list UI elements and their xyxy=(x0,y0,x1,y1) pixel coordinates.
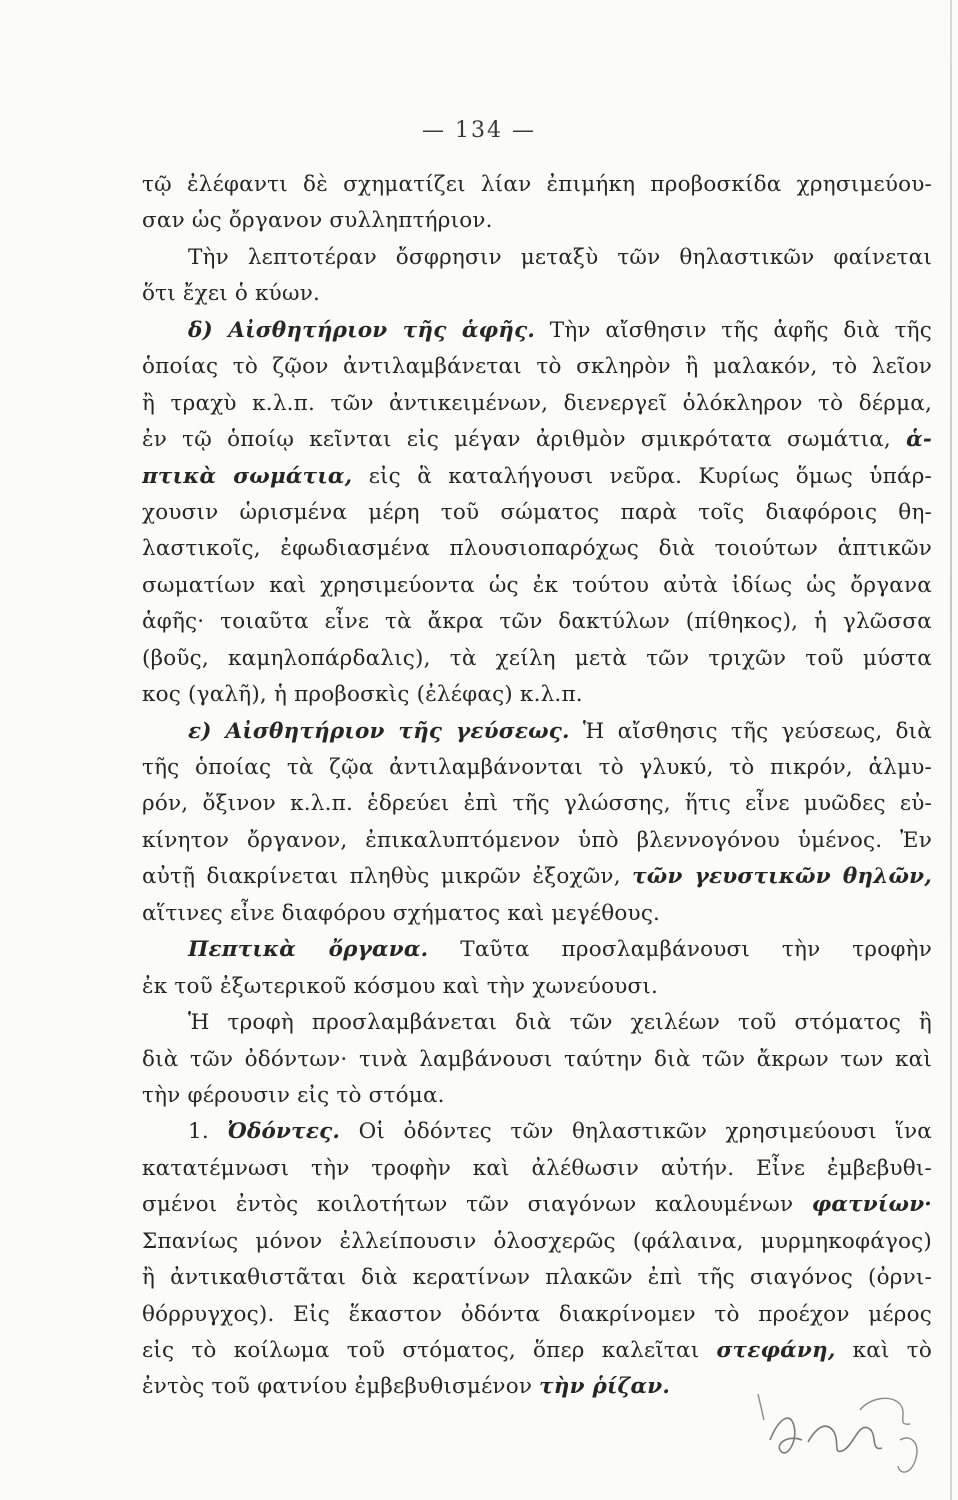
text-line: σωματίων καὶ χρησιμεύοντα ὡς ἐκ τούτου αὐτὰ ἰδίως ὡς ὄργανα xyxy=(142,572,932,598)
text-line: ὅτι ἔχει ὁ κύων. xyxy=(142,281,320,307)
text-line: αὐτῇ διακρίνεται πληθὺς μικρῶν ἐξοχῶν, τῶν γευστικῶν θηλῶν, xyxy=(142,864,932,890)
text-line: θόρρυγχος). Εἰς ἕκαστον ὀδόντα διακρίνομεν τὸ προέχον μέρος xyxy=(142,1301,932,1327)
text-line: χουσιν ὡρισμένα μέρη τοῦ σώματος παρὰ τοῖς διαφόροις θη- xyxy=(142,499,932,525)
text-line: διὰ τῶν ὀδόντων· τινὰ λαμβάνουσι ταύτην διὰ τῶν ἄκρων των καὶ xyxy=(142,1046,932,1072)
section-heading-taste: ε) Αἰσθητήριον τῆς γεύσεως. Ἡ αἴσθησις τῆς γεύσεως, διὰ xyxy=(188,718,932,744)
text-line: Σπανίως μόνον ἐλλείπουσιν ὁλοσχερῶς (φάλαινα, μυρμηκοφάγος) xyxy=(142,1228,932,1254)
text-line: λαστικοῖς, ἐφωδιασμένα πλουσιοπαρόχως διὰ τοιούτων ἁπτικῶν xyxy=(142,536,932,562)
body-text xyxy=(142,167,932,1406)
text-line: ρόν, ὄξινον κ.λ.π. ἑδρεύει ἐπὶ τῆς γλώσσης, ἥτις εἶνε μυῶδες εὐ- xyxy=(142,791,932,817)
text-line: ἁφῆς· τοιαῦτα εἶνε τὰ ἄκρα τῶν δακτύλων (πίθηκος), ἡ γλῶσσα xyxy=(142,609,932,635)
text-line: τῆς ὁποίας τὰ ζῷα ἀντιλαμβάνονται τὸ γλυκύ, τὸ πικρόν, ἁλμυ- xyxy=(142,755,932,780)
text-line: ἐκ τοῦ ἐξωτερικοῦ κόσμου καὶ τὴν χωνεύουσι. xyxy=(142,973,659,999)
text-line: ἢ ἀντικαθιστᾶται διὰ κερατίνων πλακῶν ἐπὶ τῆς σιαγόνος (ὀρνι- xyxy=(142,1265,932,1291)
section-heading-teeth: 1. Ὀδόντες. Οἱ ὀδόντες τῶν θηλαστικῶν χρησιμεύουσι ἵνα xyxy=(188,1119,932,1145)
section-heading-digestive: Πεπτικὰ ὄργανα. Ταῦτα προσλαμβάνουσι τὴν τροφὴν xyxy=(188,937,932,963)
text-line: σμένοι ἐντὸς κοιλοτήτων τῶν σιαγόνων καλουμένων φατνίων· xyxy=(142,1192,932,1218)
page-edge xyxy=(950,0,952,1500)
text-line: (βοῦς, καμηλοπάρδαλις), τὰ χείλη μετὰ τῶν τριχῶν τοῦ μύστα xyxy=(142,645,932,671)
text-line: κίνητον ὄργανον, ἐπικαλυπτόμενον ὑπὸ βλεννογόνου ὑμένος. Ἐν xyxy=(142,827,932,853)
section-heading-touch: δ) Αἰσθητήριον τῆς ἁφῆς. Τὴν αἴσθησιν τῆς ἁφῆς διὰ τῆς xyxy=(188,317,932,343)
text-line: κος (γαλῆ), ἡ προβοσκὶς (ἐλέφας) κ.λ.π. xyxy=(142,682,583,708)
text-line: πτικὰ σωμάτια, εἰς ἃ καταλήγουσι νεῦρα. Κυρίως ὅμως ὑπάρ- xyxy=(142,463,932,489)
page-number: — 134 — xyxy=(422,118,536,143)
text-line: ἐντὸς τοῦ φατνίου ἐμβεβυθισμένον τὴν ῥίζαν. xyxy=(142,1374,671,1400)
text-line: ὁποίας τὸ ζῷον ἀντιλαμβάνεται τὸ σκληρὸν ἢ μαλακόν, τὸ λεῖον xyxy=(142,354,932,380)
handwritten-signature xyxy=(750,1380,940,1490)
text-line: σαν ὡς ὄργανον συλληπτήριον. xyxy=(142,208,493,234)
text-line: Τὴν λεπτοτέραν ὄσφρησιν μεταξὺ τῶν θηλαστικῶν φαίνεται xyxy=(188,244,932,270)
text-line: Ἡ τροφὴ προσλαμβάνεται διὰ τῶν χειλέων τοῦ στόματος ἢ xyxy=(188,1010,932,1036)
text-line: ἢ τραχὺ κ.λ.π. τῶν ἀντικειμένων, διενεργεῖ ὁλόκληρον τὸ δέρμα, xyxy=(142,390,932,416)
text-line: κατατέμνωσι τὴν τροφὴν καὶ ἀλέθωσιν αὐτήν. Εἶνε ἐμβεβυθι- xyxy=(142,1155,932,1181)
text-line: τῷ ἐλέφαντι δὲ σχηματίζει λίαν ἐπιμήκη προβοσκίδα χρησιμεύου- xyxy=(142,172,932,197)
text-line: τὴν φέρουσιν εἰς τὸ στόμα. xyxy=(142,1082,445,1108)
text-line: ἐν τῷ ὁποίῳ κεῖνται εἰς μέγαν ἀριθμὸν σμικρότατα σωμάτια, ἁ- xyxy=(142,427,932,453)
text-line: εἰς τὸ κοίλωμα τοῦ στόματος, ὅπερ καλεῖται στεφάνη, καὶ τὸ xyxy=(142,1338,932,1363)
text-line: αἵτινες εἶνε διαφόρου σχήματος καὶ μεγέθους. xyxy=(142,900,661,926)
